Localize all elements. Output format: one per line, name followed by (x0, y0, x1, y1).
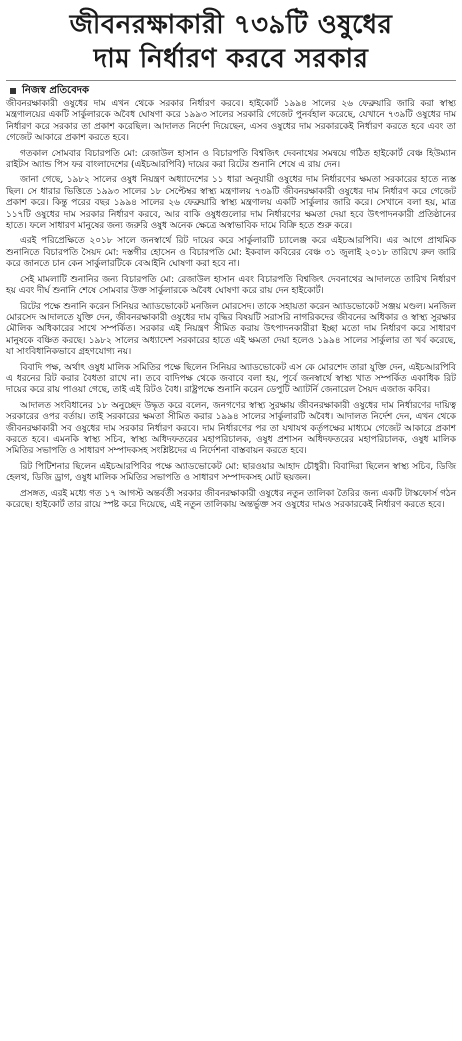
paragraph: গতকাল সোমবার বিচারপতি মো: রেজাউল হাসান ও বিচারপতি বিশ্বজিৎ দেবনাথের সমন্বয়ে গঠিত হাইকোর্ট বেঞ্চ হিউম্যান রাইটস অ্যান্ড পিস ফর বাংলাদেশের (এইচআরপিবি) দায়ের করা রিটের শুনানি শেষে এ রায় দেন। (6, 148, 456, 171)
headline-divider (6, 80, 456, 81)
paragraph: প্রসঙ্গত, এরই মধ্যে গত ১৭ আগস্ট অন্তর্বর্তী সরকার জীবনরক্ষাকারী ওষুধের নতুন তালিকা তৈরির জন্য একটি টাস্কফোর্স গঠন করেছে। হাইকোর্ট তার রায়ে স্পষ্ট করে দিয়েছে, এই নতুন তালিকায় অন্তর্ভুক্ত সব ওষুধের দামও সরকারকেই নির্ধারণ করতে হবে। (6, 488, 456, 510)
byline-text: নিজস্ব প্রতিবেদক (22, 85, 90, 96)
square-bullet-icon (10, 88, 16, 94)
paragraph: সেই মামলাটি শুনানির জন্য বিচারপতি মো: রেজাউল হাসান এবং বিচারপতি বিশ্বজিৎ দেবনাথের আদালতে তারিখ নির্ধারণ হয় এবং দীর্ঘ শুনানি শেষে সোমবার উক্ত সার্কুলারকে অবৈধ ঘোষণা করে রায় দেন হাইকোর্ট। (6, 274, 456, 297)
paragraph: জীবনরক্ষাকারী ওষুধের দাম এখন থেকে সরকার নির্ধারণ করবে। হাইকোর্ট ১৯৯৪ সালের ২৬ ফেব্রুয়ারি জারি করা স্বাস্থ্য মন্ত্রণালয়ের একটি সার্কুলারকে অবৈধ ঘোষণা করে ১৯৯৩ সালের সরকারি গেজেট পুনর্বহাল করেছে, যেখানে ৭৩৯টি ওষুধের দাম নির্ধারণ করে সরকার তা প্রকাশ করেছিল। আদালত নির্দেশ দিয়েছেন, এসব ওষুধের দাম সরকারকেই নির্ধারণ করতে হবে এবং তা গেজেট আকারে প্রকাশ করতে হবে। (6, 99, 456, 144)
paragraph: আদালত সংবিধানের ১৮ অনুচ্ছেদ উদ্ধৃত করে বলেন, জনগণের স্বাস্থ্য সুরক্ষায় জীবনরক্ষাকারী ওষুধের দাম নির্ধারণের দায়িত্ব সরকারের ওপর বর্তায়। তাই সরকারের ক্ষমতা সীমিত করার ১৯৯৪ সালের সার্কুলারটি অবৈধ। আদালত নির্দেশ দেন, এখন থেকে জীবনরক্ষাকারী সব ওষুধের দাম সরকার নির্ধারণ করবে। দাম নির্ধারণের পর তা যথাযথ কর্তৃপক্ষের মাধ্যমে গেজেট আকারে প্রকাশ করতে হবে। এমনকি স্বাস্থ্য সচিব, স্বাস্থ্য অধিদফতরের মহাপরিচালক, ওষুধ প্রশাসন অধিদফতরের মহাপরিচালক, ওষুধ মালিক সমিতির সভাপতি ও সাধারণ সম্পাদকসহ সংশ্লিষ্টদের এ নির্দেশনা বাস্তবায়ন করতে হবে। (6, 400, 456, 457)
paragraph: এরই পরিপ্রেক্ষিতে ২০১৮ সালে জনস্বার্থে রিট দায়ের করে সার্কুলারটি চ্যালেঞ্জ করে এইচআরপিবি। এর আগে প্রাথমিক শুনানিতে বিচারপতি সৈয়দ মো: দস্তগীর হোসেন ও বিচারপতি মো: ইকবাল কবিরের বেঞ্চ ৩১ জুলাই ২০১৮ তারিখে রুল জারি করে জানতে চান কেন সার্কুলারটিকে বেআইনি ঘোষণা করা হবে না। (6, 236, 456, 270)
paragraph: জানা গেছে, ১৯৮২ সালের ওষুধ নিয়ন্ত্রণ অধ্যাদেশের ১১ ধারা অনুযায়ী ওষুধের দাম নির্ধারণের ক্ষমতা সরকারের হাতে ন্যস্ত ছিল। সে ধারার ভিত্তিতে ১৯৯৩ সালের ১৮ সেপ্টেম্বর স্বাস্থ্য মন্ত্রণালয় ৭৩৯টি জীবনরক্ষাকারী ওষুধের দাম নির্ধারণ করে গেজেট প্রকাশ করে। কিন্তু পরের বছর ১৯৯৪ সালের ২৬ ফেব্রুয়ারি স্বাস্থ্য মন্ত্রণালয় একটি সার্কুলার জারি করে। সেখানে বলা হয়, মাত্র ১১৭টি ওষুধের দাম সরকার নির্ধারণ করবে, আর বাকি ওষুধগুলোর দাম নির্ধারণের ক্ষমতা দেয়া হবে উৎপাদনকারী প্রতিষ্ঠানের হাতে। ফলে সাধারণ মানুষের জন্য জরুরি ওষুধ অনেক ক্ষেত্রে অস্বাভাবিক দামে বিক্রি হতে শুরু করে। (6, 175, 456, 232)
paragraph: রিটের পক্ষে শুনানি করেন সিনিয়র অ্যাডভোকেট মনজিল মোরসেদ। তাকে সহায়তা করেন অ্যাডভোকেট সঞ্জয় মণ্ডল। মনজিল মোরসেদ আদালতে যুক্তি দেন, জীবনরক্ষাকারী ওষুধের দাম বৃদ্ধির বিষয়টি সরাসরি নাগরিকদের জীবনের অধিকার ও স্বাস্থ্য সুরক্ষার মৌলিক অধিকারের সাথে সম্পর্কিত। সরকার এই নিয়ন্ত্রণ সীমিত করায় উৎপাদনকারীরা ইচ্ছা মতো দাম নির্ধারণ করে সাধারণ মানুষকে বঞ্চিত করছে। ১৯৮২ সালের অধ্যাদেশ সরকারের হাতে এই ক্ষমতা দেয়া হলেও ১৯৯৪ সালের সার্কুলার তা খর্ব করেছে, যা সাংবিধানিকভাবে গ্রহণযোগ্য নয়। (6, 301, 456, 358)
paragraph: রিট পিটিশনার ছিলেন এইচআরপিবির পক্ষে অ্যাডভোকেট মো: ছারওয়ার আহাদ চৌধুরী। বিবাদিরা ছিলেন স্বাস্থ্য সচিব, ডিজি হেলথ, ডিজি ড্রাগ, ওষুধ মালিক সমিতির সভাপতি ও সাধারণ সম্পাদকসহ মোট ছয়জন। (6, 461, 456, 484)
headline-line-2: দাম নির্ধারণ করবে সরকার (93, 44, 369, 74)
byline (10, 84, 452, 97)
headline (0, 0, 462, 76)
headline-line-1: জীবনরক্ষাকারী ৭৩৯টি ওষুধের (69, 10, 393, 40)
paragraph: বিবাদি পক্ষ, অর্থাৎ ওষুধ মালিক সমিতির পক্ষে ছিলেন সিনিয়র অ্যাডভোকেট এস কে মোরশেদ তারা যুক্তি দেন, এইচআরপিবি এ ধরনের রিট করার বৈধতা রাখে না। তবে বাদিপক্ষ থেকে জবাবে বলা হয়, পূর্বে জনস্বার্থে স্বাস্থ্য খাত সম্পর্কিত একাধিক রিট দায়ের করে রায় পাওয়া গেছে, তাই এই রিটও বৈধ। রাষ্ট্রপক্ষে শুনানি করেন ডেপুটি অ্যাটর্নি জেনারেল সৈয়দ এজাজ কবির। (6, 362, 456, 396)
article-body (6, 99, 456, 511)
